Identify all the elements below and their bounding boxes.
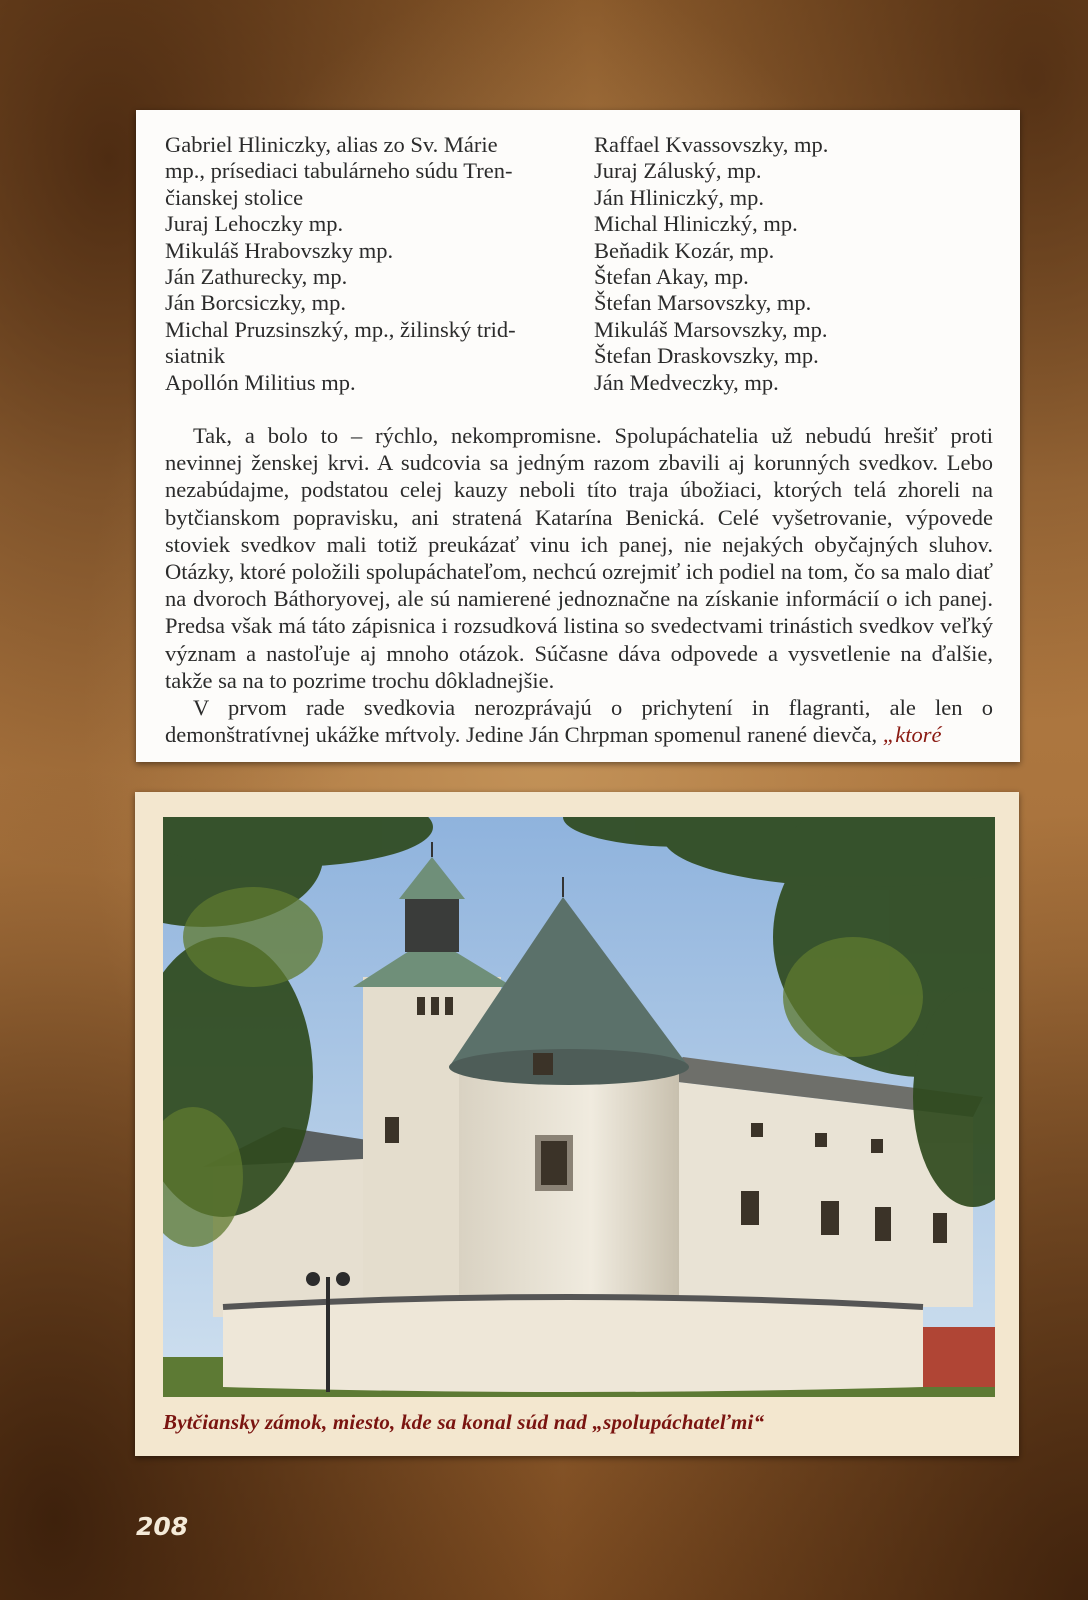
signatories-left-column xyxy=(165,132,570,396)
right-line: Štefan Draskovszky, mp. xyxy=(594,343,819,369)
left-line: Mikuláš Hrabovszky mp. xyxy=(165,237,394,263)
left-line: Michal Pruzsinszký, mp., žilinský trid- xyxy=(165,316,516,342)
page-number: 208 xyxy=(136,1512,189,1541)
body-paragraph-1: Tak, a bolo to – rýchlo, nekompromisne. Spolupáchatelia už nebudú hrešiť proti nevinnej ženskej krvi. A sudcovia sa jedným razom zbavili aj korunných svedkov. Lebo nezabúdajme, podstatou celej kauzy neboli títo traja úbožiaci, ktorých telá zhoreli na bytčianskom popravisku, ani stratená Katarína Benická. Celé vyšetrovanie, výpovede stoviek svedkov mali totiž preukázať vinu ich panej, nie nejakých obyčajných sluhov. Otázky, ktoré položili spolupáchateľom, nechcú ozrejmiť ich podiel na tom, čo sa malo diať na dvoroch Báthoryovej, ale sú namierené jednoznačne na získanie informácií o ich panej. Predsa však má táto zápisnica i rozsudková listina so svedectvami trinástich svedkov veľký význam a nastoľuje aj mnoho otázok. Súčasne dáva odpovede a vysvetlenie na ďalšie, takže sa na to pozrime trochu dôkladnejšie. xyxy=(165,423,993,693)
left-line: Ján Borcsiczky, mp. xyxy=(165,290,346,316)
right-line: Ján Medveczky, mp. xyxy=(594,369,779,395)
photo-caption: Bytčiansky zámok, miesto, kde sa konal súd nad „spolupáchateľmi“ xyxy=(163,1410,765,1434)
body-paragraph-2 xyxy=(165,694,993,748)
right-line: Michal Hliniczký, mp. xyxy=(594,211,798,237)
signatories-right-column xyxy=(594,132,994,396)
left-line: Apollón Militius mp. xyxy=(165,369,356,395)
left-line: siatnik xyxy=(165,343,225,369)
paragraph-2-italic-quote: „ktoré xyxy=(882,722,942,748)
right-line: Mikuláš Marsovszky, mp. xyxy=(594,316,828,342)
left-line: čianskej stolice xyxy=(165,184,304,210)
text-panel xyxy=(136,110,1020,762)
left-line: Gabriel Hliniczky, alias zo Sv. Márie xyxy=(165,132,498,157)
paragraph-2-text: V prvom rade svedkovia nerozprávajú o prichytení in flagranti, ale len o demonštratívnej ukážke mŕtvoly. Jedine Ján Chrpman spomenul ranené dievča, xyxy=(165,695,993,748)
left-line: Ján Zathurecky, mp. xyxy=(165,264,348,290)
right-line: Štefan Akay, mp. xyxy=(594,264,749,290)
left-line: mp., prísediaci tabulárneho súdu Tren- xyxy=(165,158,513,184)
right-line: Beňadik Kozár, mp. xyxy=(594,237,775,263)
castle-photo xyxy=(163,817,995,1397)
left-line: Juraj Lehoczky mp. xyxy=(165,211,344,237)
right-line: Ján Hliniczký, mp. xyxy=(594,184,764,210)
right-line: Juraj Záluský, mp. xyxy=(594,158,762,184)
right-line: Štefan Marsovszky, mp. xyxy=(594,290,812,316)
right-line: Raffael Kvassovszky, mp. xyxy=(594,132,829,157)
photo-panel xyxy=(135,792,1019,1456)
